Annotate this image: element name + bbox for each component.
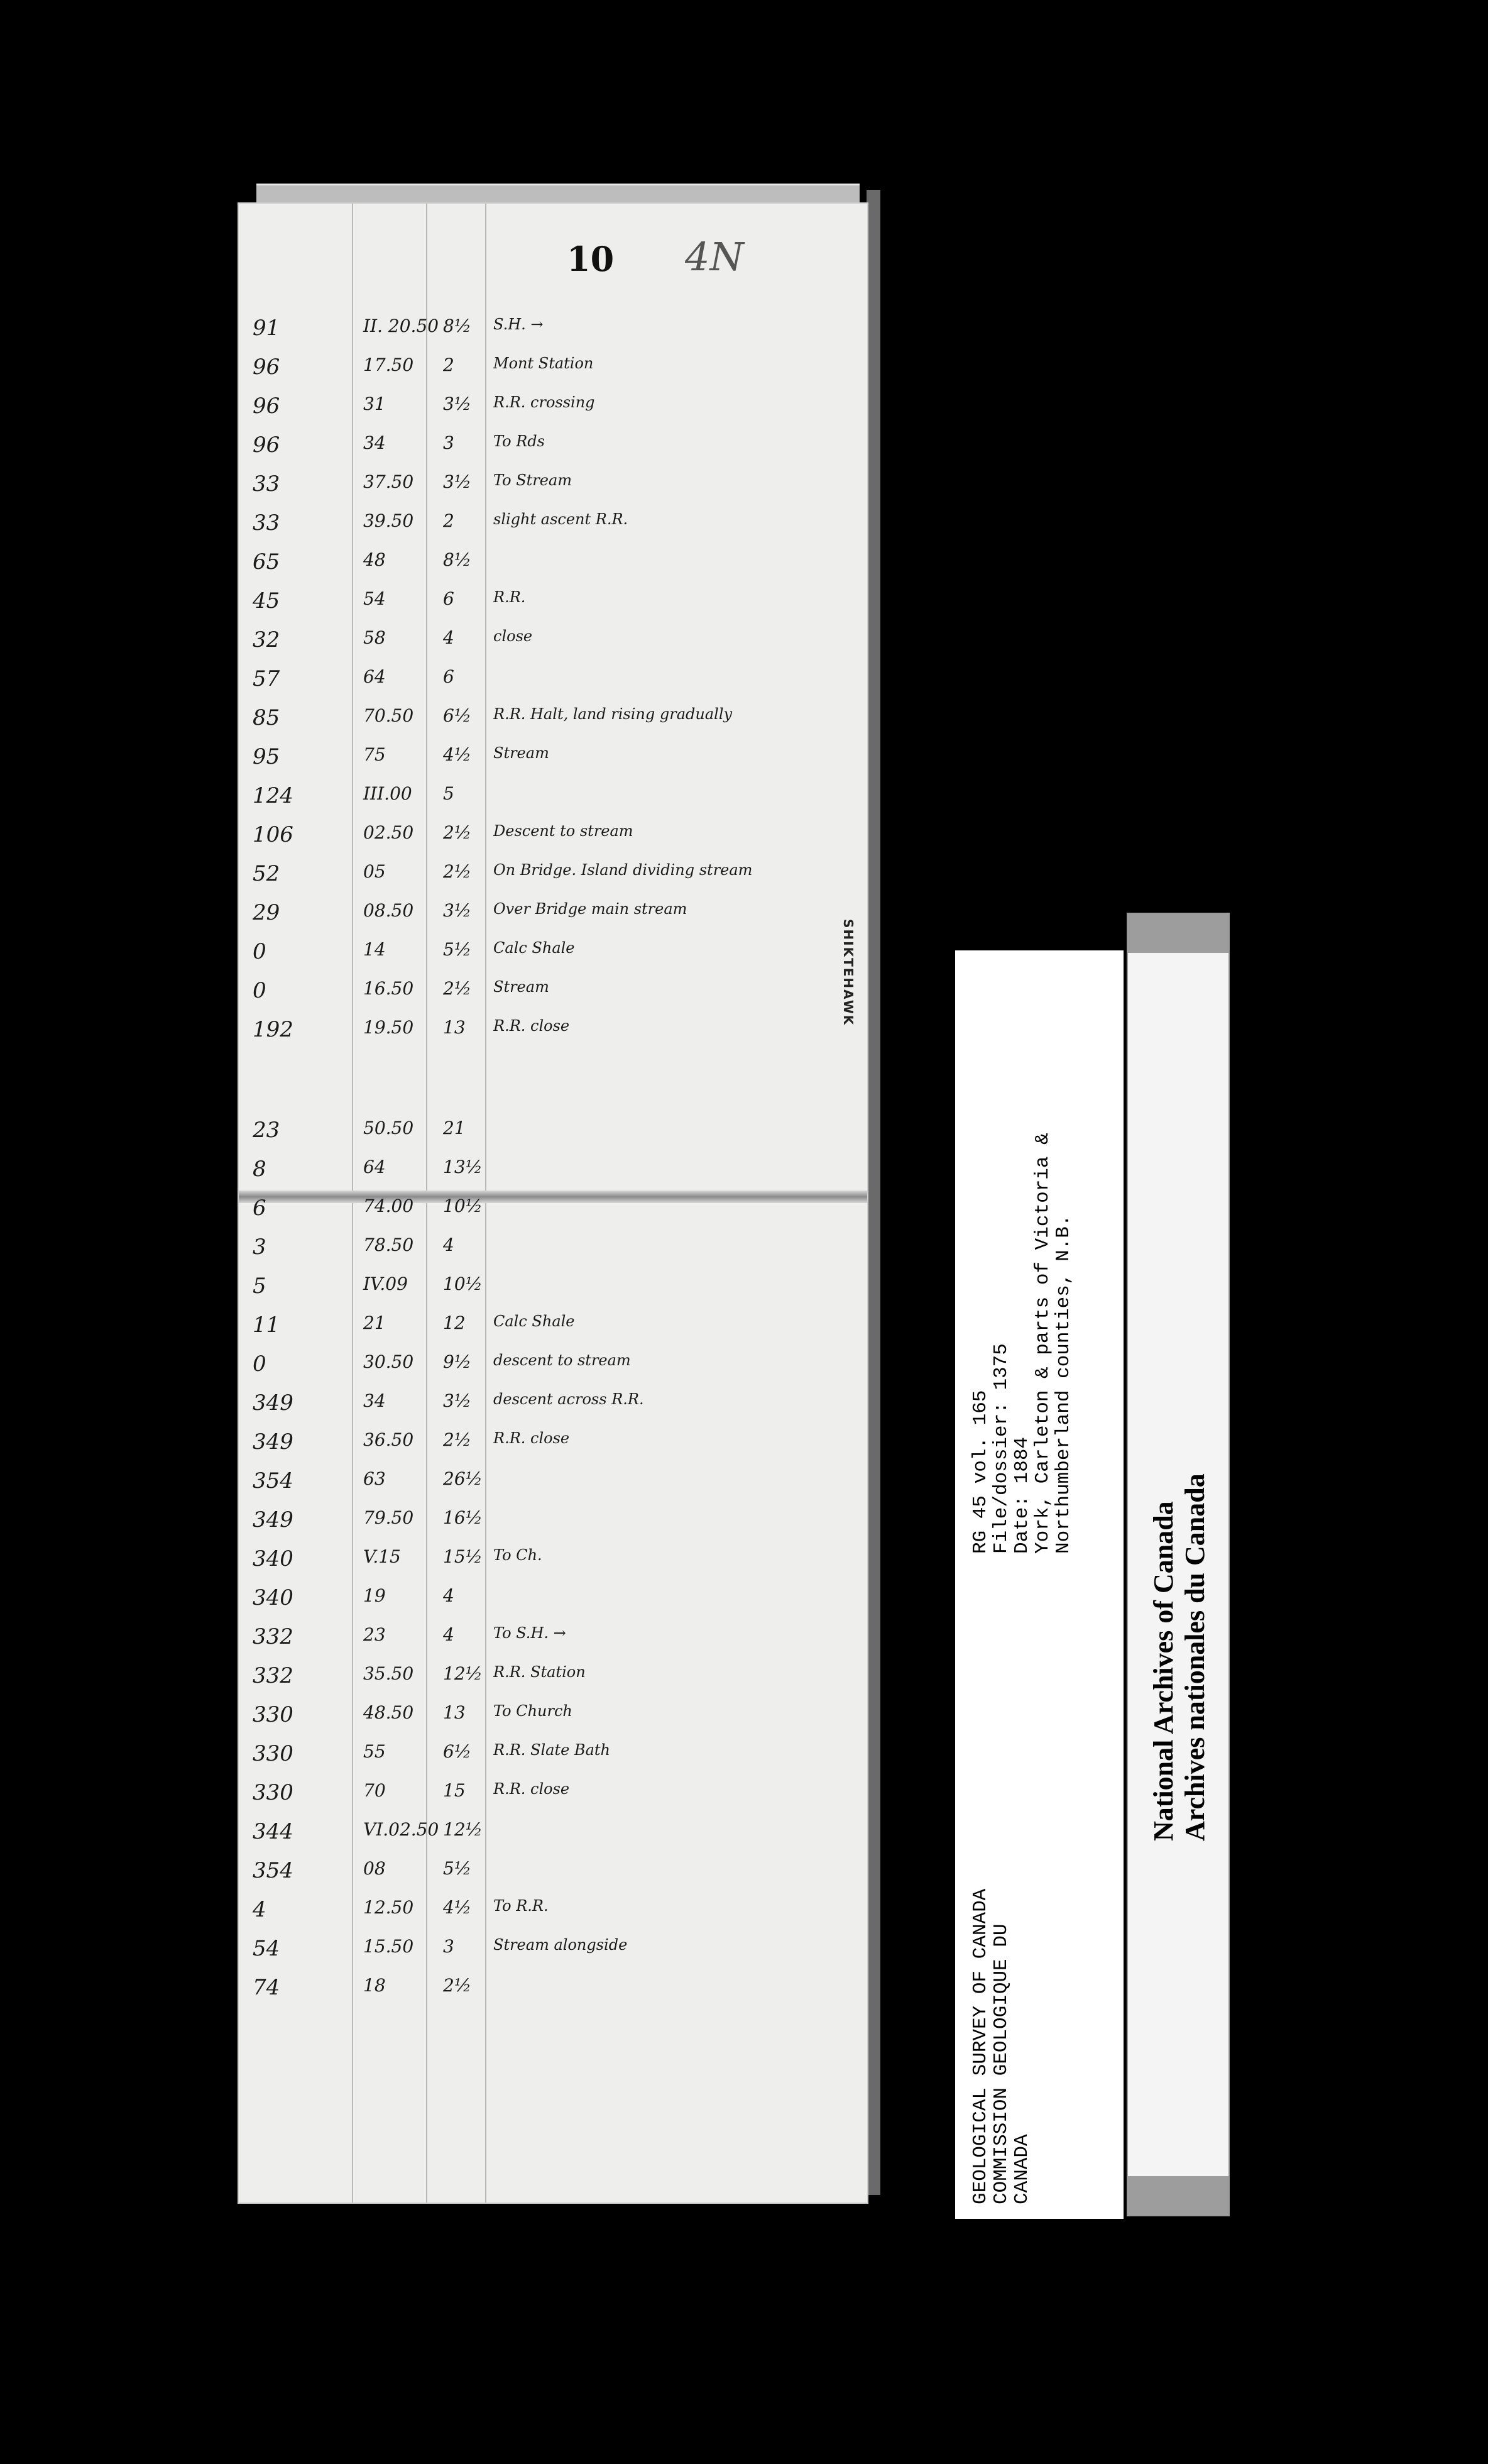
bearing-cell: 4 xyxy=(253,1897,266,1922)
distance-cell: 02.50 xyxy=(363,822,414,843)
remarks-cell: R.R. close xyxy=(493,1780,570,1798)
bearing-cell: 344 xyxy=(253,1819,293,1844)
bearing-cell: 96 xyxy=(253,393,280,419)
remarks-cell: Over Bridge main stream xyxy=(493,900,687,918)
notebook-row xyxy=(239,705,867,742)
bearing-cell: 6 xyxy=(253,1196,266,1221)
distance-cell: 48 xyxy=(363,549,386,570)
remarks-cell: Stream xyxy=(493,978,549,996)
bearing-cell: 65 xyxy=(253,549,280,575)
page-number: 10 xyxy=(567,239,615,279)
notebook-row xyxy=(239,1390,867,1427)
distance-cell: V.15 xyxy=(363,1546,401,1567)
bearing-cell: 54 xyxy=(253,1936,280,1961)
label-line: CANADA xyxy=(1011,2134,1033,2204)
notebook-row xyxy=(239,1118,867,1154)
label-line: GEOLOGICAL SURVEY OF CANADA xyxy=(970,1888,992,2204)
interval-cell: 5 xyxy=(443,783,454,804)
interval-cell: 10½ xyxy=(443,1273,483,1294)
distance-cell: 14 xyxy=(363,939,386,960)
notebook-row xyxy=(239,1702,867,1739)
notebook-row xyxy=(239,393,867,430)
notebook-row xyxy=(239,471,867,508)
remarks-cell: R.R. xyxy=(493,588,526,606)
notebook-row xyxy=(239,1975,867,2011)
remarks-cell: R.R. close xyxy=(493,1429,570,1447)
remarks-cell: Calc Shale xyxy=(493,939,575,957)
interval-cell: 2½ xyxy=(443,1429,471,1450)
remarks-cell: descent to stream xyxy=(493,1351,631,1369)
interval-cell: 6½ xyxy=(443,705,471,726)
interval-cell: 21 xyxy=(443,1118,466,1138)
interval-cell: 3½ xyxy=(443,393,471,414)
bearing-cell: 45 xyxy=(253,588,280,613)
bearing-cell: 33 xyxy=(253,471,280,497)
bearing-cell: 354 xyxy=(253,1858,293,1883)
notebook-row xyxy=(239,1157,867,1193)
bearing-cell: 91 xyxy=(253,316,280,341)
bearing-cell: 340 xyxy=(253,1546,293,1571)
bearing-cell: 0 xyxy=(253,978,266,1003)
archives-tab xyxy=(1127,913,1230,2216)
distance-cell: 34 xyxy=(363,432,386,453)
distance-cell: 08 xyxy=(363,1858,386,1879)
interval-cell: 13 xyxy=(443,1702,466,1723)
bearing-cell: 330 xyxy=(253,1780,293,1805)
interval-cell: 5½ xyxy=(443,939,471,960)
notebook-row xyxy=(239,666,867,703)
notebook-row xyxy=(239,1429,867,1466)
remarks-cell: close xyxy=(493,627,533,645)
distance-cell: 55 xyxy=(363,1741,386,1762)
archives-tab-text xyxy=(1148,1087,1211,1841)
interval-cell: 5½ xyxy=(443,1858,471,1879)
label-line: COMMISSION GEOLOGIQUE DU xyxy=(990,1923,1012,2204)
remarks-cell: Descent to stream xyxy=(493,822,633,840)
remarks-cell: descent across R.R. xyxy=(493,1390,644,1408)
distance-cell: 37.50 xyxy=(363,471,414,492)
tab-end xyxy=(1128,914,1228,953)
notebook-row xyxy=(239,1017,867,1053)
distance-cell: 36.50 xyxy=(363,1429,414,1450)
remarks-cell: R.R. close xyxy=(493,1017,570,1035)
notebook-row xyxy=(239,1312,867,1349)
bearing-cell: 52 xyxy=(253,861,280,886)
interval-cell: 13 xyxy=(443,1017,466,1038)
remarks-cell: R.R. Station xyxy=(493,1663,586,1681)
notebook-row xyxy=(239,1858,867,1895)
archives-tab-line: Archives nationales du Canada xyxy=(1179,1473,1210,1841)
distance-cell: 17.50 xyxy=(363,355,414,375)
archive-label xyxy=(955,950,1124,2219)
interval-cell: 3 xyxy=(443,432,454,453)
archives-tab-line: National Archives of Canada xyxy=(1148,1501,1179,1841)
label-agency-block xyxy=(970,1576,1032,2204)
field-notebook xyxy=(238,184,877,2204)
remarks-cell: R.R. Slate Bath xyxy=(493,1741,610,1759)
notebook-row xyxy=(239,1546,867,1583)
interval-cell: 12½ xyxy=(443,1819,483,1840)
remarks-cell: S.H. → xyxy=(493,316,544,333)
interval-cell: 12½ xyxy=(443,1663,483,1684)
notebook-row xyxy=(239,1741,867,1778)
bearing-cell: 74 xyxy=(253,1975,280,2000)
label-line: Date: 1884 xyxy=(1011,1436,1033,1554)
bearing-cell: 354 xyxy=(253,1468,293,1493)
bearing-cell: 33 xyxy=(253,510,280,536)
bearing-cell: 124 xyxy=(253,783,293,808)
interval-cell: 10½ xyxy=(443,1196,483,1216)
remarks-cell: Mont Station xyxy=(493,355,594,372)
interval-cell: 2 xyxy=(443,355,454,375)
interval-cell: 4 xyxy=(443,1624,454,1645)
remarks-cell: slight ascent R.R. xyxy=(493,510,628,528)
remarks-cell: R.R. Halt, land rising gradually xyxy=(493,705,733,723)
distance-cell: 35.50 xyxy=(363,1663,414,1684)
notebook-row xyxy=(239,355,867,391)
interval-cell: 8½ xyxy=(443,316,471,336)
distance-cell: 23 xyxy=(363,1624,386,1645)
notebook-row xyxy=(239,432,867,469)
distance-cell: 74.00 xyxy=(363,1196,414,1216)
bearing-cell: 349 xyxy=(253,1390,293,1416)
interval-cell: 3½ xyxy=(443,1390,471,1411)
distance-cell: 70.50 xyxy=(363,705,414,726)
label-line: RG 45 vol. 165 xyxy=(970,1390,992,1554)
distance-cell: 31 xyxy=(363,393,386,414)
archive-label-text xyxy=(970,960,1112,2204)
notebook-row xyxy=(239,316,867,352)
distance-cell: 54 xyxy=(363,588,386,609)
bearing-cell: 8 xyxy=(253,1157,266,1182)
distance-cell: 64 xyxy=(363,1157,386,1177)
margin-note: SHIKTEHAWK xyxy=(841,919,856,1026)
tab-end xyxy=(1128,2176,1228,2215)
remarks-cell: To Stream xyxy=(493,471,572,489)
remarks-cell: Stream xyxy=(493,744,549,762)
remarks-cell: To R.R. xyxy=(493,1897,549,1915)
interval-cell: 4½ xyxy=(443,1897,471,1918)
distance-cell: II. 20.50 xyxy=(363,316,439,336)
bearing-cell: 29 xyxy=(253,900,280,925)
distance-cell: 50.50 xyxy=(363,1118,414,1138)
notebook-row xyxy=(239,861,867,898)
notebook-row xyxy=(239,1897,867,1933)
interval-cell: 4 xyxy=(443,627,454,648)
interval-cell: 6 xyxy=(443,588,454,609)
label-line: York, Carleton & parts of Victoria & xyxy=(1032,1133,1054,1554)
bearing-cell: 96 xyxy=(253,355,280,380)
notebook-row xyxy=(239,1235,867,1271)
notebook-row xyxy=(239,1780,867,1817)
interval-cell: 6½ xyxy=(443,1741,471,1762)
bearing-cell: 106 xyxy=(253,822,293,847)
interval-cell: 13½ xyxy=(443,1157,483,1177)
distance-cell: 19 xyxy=(363,1585,386,1606)
interval-cell: 2½ xyxy=(443,978,471,999)
notebook-row xyxy=(239,1507,867,1544)
notebook-row xyxy=(239,783,867,820)
notebook-row xyxy=(239,549,867,586)
page-code: 4N xyxy=(685,234,744,280)
interval-cell: 4 xyxy=(443,1585,454,1606)
bearing-cell: 332 xyxy=(253,1663,293,1688)
interval-cell: 6 xyxy=(443,666,454,687)
notebook-row xyxy=(239,510,867,547)
notebook-row xyxy=(239,1819,867,1856)
notebook-row xyxy=(239,1936,867,1972)
notebook-row xyxy=(239,588,867,625)
distance-cell: 34 xyxy=(363,1390,386,1411)
notebook-row xyxy=(239,900,867,937)
bearing-cell: 0 xyxy=(253,939,266,964)
bearing-cell: 32 xyxy=(253,627,280,652)
distance-cell: 64 xyxy=(363,666,386,687)
distance-cell: VI.02.50 xyxy=(363,1819,439,1840)
notebook-row xyxy=(239,939,867,976)
distance-cell: 15.50 xyxy=(363,1936,414,1957)
interval-cell: 8½ xyxy=(443,549,471,570)
notebook-row xyxy=(239,1273,867,1310)
interval-cell: 4½ xyxy=(443,744,471,765)
notebook-row xyxy=(239,627,867,664)
notebook-row xyxy=(239,744,867,781)
label-line: File/dossier: 1375 xyxy=(990,1343,1012,1554)
distance-cell: 58 xyxy=(363,627,386,648)
notebook-row xyxy=(239,1624,867,1661)
remarks-cell: To Rds xyxy=(493,432,545,450)
interval-cell: 15 xyxy=(443,1780,466,1801)
distance-cell: 39.50 xyxy=(363,510,414,531)
distance-cell: 08.50 xyxy=(363,900,414,921)
label-line: Northumberland counties, N.B. xyxy=(1053,1214,1075,1554)
interval-cell: 16½ xyxy=(443,1507,483,1528)
interval-cell: 2 xyxy=(443,510,454,531)
notebook-row xyxy=(239,1351,867,1388)
interval-cell: 26½ xyxy=(443,1468,483,1489)
distance-cell: 05 xyxy=(363,861,386,882)
distance-cell: 16.50 xyxy=(363,978,414,999)
bearing-cell: 11 xyxy=(253,1312,280,1338)
remarks-cell: On Bridge. Island dividing stream xyxy=(493,861,753,879)
notebook-row xyxy=(239,822,867,859)
distance-cell: 30.50 xyxy=(363,1351,414,1372)
bearing-cell: 95 xyxy=(253,744,280,769)
bearing-cell: 85 xyxy=(253,705,280,730)
notebook-row xyxy=(239,978,867,1015)
interval-cell: 12 xyxy=(443,1312,466,1333)
notebook-page xyxy=(238,202,868,2204)
distance-cell: 12.50 xyxy=(363,1897,414,1918)
notebook-row xyxy=(239,1663,867,1700)
remarks-cell: To Church xyxy=(493,1702,572,1720)
interval-cell: 2½ xyxy=(443,1975,471,1996)
bearing-cell: 349 xyxy=(253,1507,293,1532)
distance-cell: III.00 xyxy=(363,783,412,804)
bearing-cell: 23 xyxy=(253,1118,280,1143)
distance-cell: 19.50 xyxy=(363,1017,414,1038)
bearing-cell: 192 xyxy=(253,1017,293,1042)
distance-cell: 79.50 xyxy=(363,1507,414,1528)
bearing-cell: 5 xyxy=(253,1273,266,1299)
notebook-row xyxy=(239,1468,867,1505)
bearing-cell: 96 xyxy=(253,432,280,458)
remarks-cell: Stream alongside xyxy=(493,1936,628,1954)
bearing-cell: 349 xyxy=(253,1429,293,1455)
interval-cell: 3½ xyxy=(443,900,471,921)
remarks-cell: R.R. crossing xyxy=(493,393,595,411)
bearing-cell: 3 xyxy=(253,1235,266,1260)
distance-cell: 21 xyxy=(363,1312,386,1333)
label-reference-block xyxy=(970,963,1074,1554)
remarks-cell: Calc Shale xyxy=(493,1312,575,1330)
interval-cell: 2½ xyxy=(443,822,471,843)
distance-cell: 78.50 xyxy=(363,1235,414,1255)
remarks-cell: To Ch. xyxy=(493,1546,542,1564)
distance-cell: IV.09 xyxy=(363,1273,408,1294)
bearing-cell: 57 xyxy=(253,666,280,691)
distance-cell: 48.50 xyxy=(363,1702,414,1723)
bearing-cell: 0 xyxy=(253,1351,266,1377)
remarks-cell: To S.H. → xyxy=(493,1624,566,1642)
bearing-cell: 330 xyxy=(253,1702,293,1727)
interval-cell: 3½ xyxy=(443,471,471,492)
bearing-cell: 332 xyxy=(253,1624,293,1649)
interval-cell: 3 xyxy=(443,1936,454,1957)
bearing-cell: 340 xyxy=(253,1585,293,1610)
notebook-row xyxy=(239,1196,867,1232)
distance-cell: 63 xyxy=(363,1468,386,1489)
distance-cell: 75 xyxy=(363,744,386,765)
notebook-spine xyxy=(867,190,880,2195)
distance-cell: 70 xyxy=(363,1780,386,1801)
distance-cell: 18 xyxy=(363,1975,386,1996)
interval-cell: 15½ xyxy=(443,1546,483,1567)
interval-cell: 2½ xyxy=(443,861,471,882)
interval-cell: 9½ xyxy=(443,1351,471,1372)
notebook-row xyxy=(239,1585,867,1622)
interval-cell: 4 xyxy=(443,1235,454,1255)
bearing-cell: 330 xyxy=(253,1741,293,1766)
